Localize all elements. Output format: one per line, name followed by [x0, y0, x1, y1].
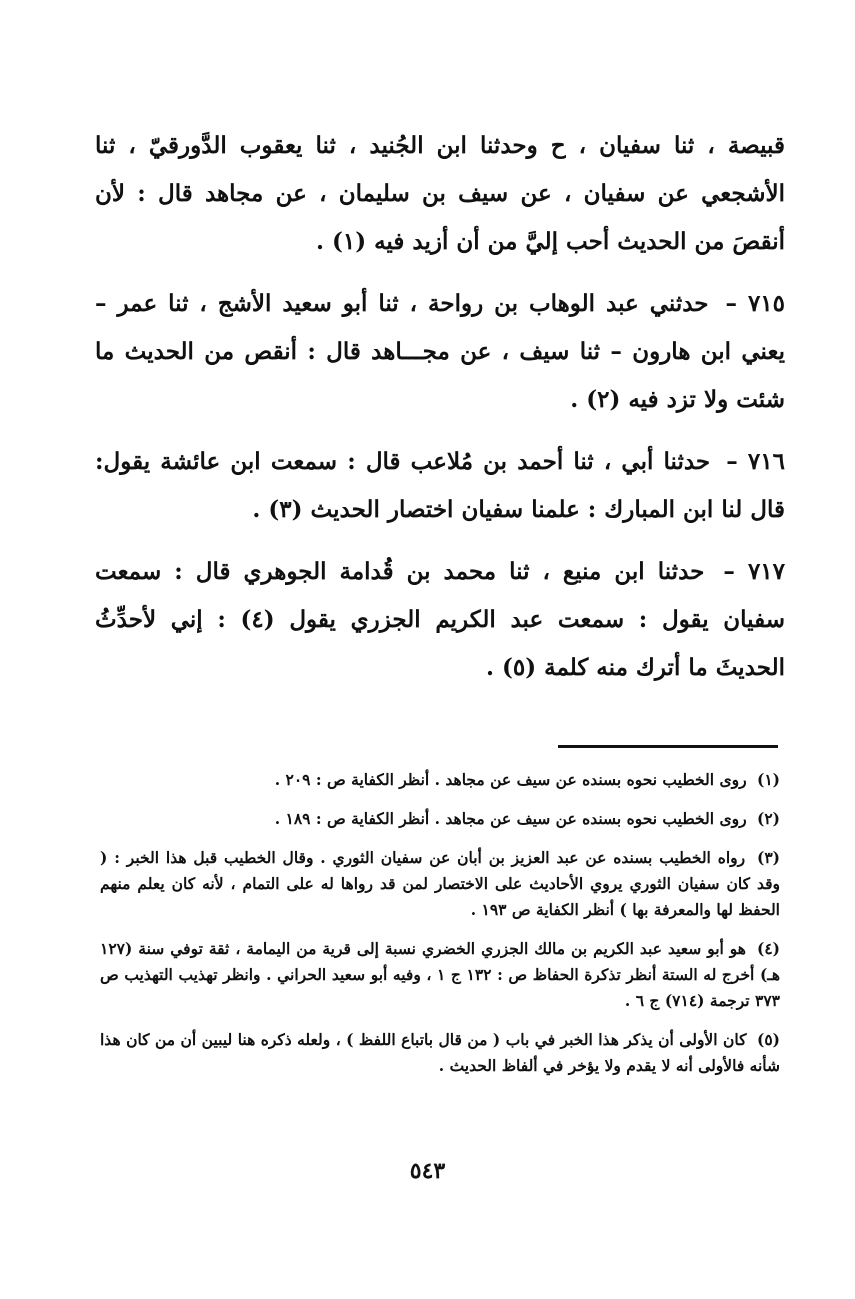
paragraph-text: قبيصة ، ثنا سفيان ، ح وحدثنا ابن الجُنيد ، ثنا يعقوب الدَّورقيّ ، ثنا الأشجعي عن سفيان ، عن سيف بن سليمان ، عن مجاهد قال : لأن أنقصَ من الحديث أحب إليَّ من أن أزيد فيه (١) .: [95, 132, 785, 255]
footnote-number: (٥): [756, 1030, 780, 1049]
hadith-paragraph: [95, 280, 785, 424]
hadith-number: ٧١٦ –: [726, 448, 785, 475]
paragraph-text: حدثني عبد الوهاب بن رواحة ، ثنا أبو سعيد الأشج ، ثنا عمر – يعني ابن هارون – ثنا سيف ، عن مجـــاهد قال : أنقص من الحديث ما شئت ولا تزد فيه (٢) .: [95, 290, 785, 413]
paragraph-text: حدثنا ابن منيع ، ثنا محمد بن قُدامة الجوهري قال : سمعت سفيان يقول : سمعت عبد الكريم الجزري يقول (٤) : إني لأحدِّثُ الحديثَ ما أترك منه كلمة (٥) .: [95, 558, 786, 681]
hadith-number: ٧١٧ –: [723, 558, 785, 585]
footnote-text: هو أبو سعيد عبد الكريم بن مالك الجزري الخضري نسبة إلى قرية من اليمامة ، ثقة توفي سنة (١٢٧ هـ) أخرج له الستة أنظر تذكرة الحفاظ ص : ١٣٢ ج ١ ، وفيه أبو سعيد الحراني . وانظر تهذيب التهذيب ص ٣٧٣ ترجمة (٧١٤) ج ٦ .: [100, 939, 780, 1010]
footnote-text: روى الخطيب نحوه بسنده عن سيف عن مجاهد . أنظر الكفاية ص : ١٨٩ .: [274, 809, 747, 828]
paragraph-text: حدثنا أبي ، ثنا أحمد بن مُلاعب قال : سمعت ابن عائشة يقول: قال لنا ابن المبارك : علمنا سفيان اختصار الحديث (٣) .: [95, 448, 785, 523]
footnote-number: (٢): [756, 809, 780, 828]
footnote: [100, 767, 780, 793]
footnote-text: رواه الخطيب بسنده عن عبد العزيز بن أبان عن سفيان الثوري . وقال الخطيب قبل هذا الخبر : ( وقد كان سفيان الثوري يروي الأحاديث على الاختصار لمن قد رواها له على التمام ، لأنه كان يعلم منهم الحفظ لها والمعرفة بها ) أنظر الكفاية ص ١٩٣ .: [100, 848, 780, 919]
hadith-paragraph: [95, 122, 785, 266]
footnotes: [100, 767, 780, 1092]
footnote-divider: [558, 745, 778, 748]
footnote: [100, 936, 780, 1014]
footnote-number: (٤): [756, 939, 780, 958]
footnote: [100, 845, 780, 923]
footnote-text: كان الأولى أن يذكر هذا الخبر في باب ( من قال باتباع اللفظ ) ، ولعله ذكره هنا ليبين أن من كان هذا شأنه فالأولى أنه لا يقدم ولا يؤخر في ألفاظ الحديث .: [100, 1030, 780, 1075]
footnote: [100, 1027, 780, 1079]
hadith-paragraph: [95, 438, 785, 534]
hadith-paragraph: [95, 548, 785, 692]
footnote-number: (١): [756, 770, 780, 789]
hadith-number: ٧١٥ –: [725, 290, 786, 317]
main-text: [95, 122, 785, 706]
footnote-text: روى الخطيب نحوه بسنده عن سيف عن مجاهد . أنظر الكفاية ص : ٢٠٩ .: [274, 770, 747, 789]
footnote-number: (٣): [756, 848, 780, 867]
footnote: [100, 806, 780, 832]
page-number: ٥٤٣: [409, 1158, 446, 1184]
